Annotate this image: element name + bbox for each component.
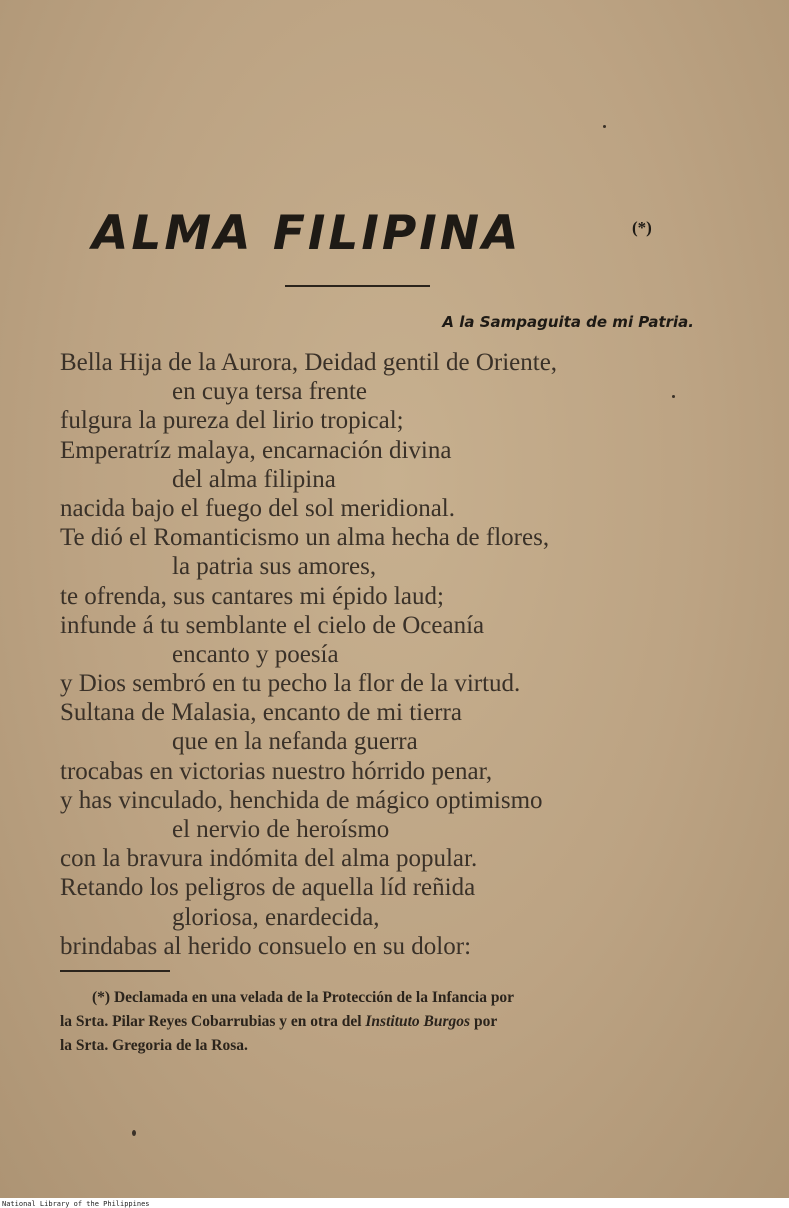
- paper-speck: [132, 1130, 136, 1136]
- paper-speck: [672, 395, 675, 398]
- title-footnote-marker: (*): [632, 218, 652, 237]
- poem-line: y Dios sembró en tu pecho la flor de la virtud.: [60, 670, 521, 698]
- poem-line: brindabas al herido consuelo en su dolor:: [60, 932, 472, 960]
- poem-line: con la bravura indómita del alma popular.: [60, 845, 478, 873]
- library-credit: National Library of the Philippines: [2, 1200, 150, 1208]
- poem-line: trocabas en victorias nuestro hórrido penar,: [60, 757, 493, 785]
- dedication: A la Sampaguita de mi Patria.: [442, 313, 694, 331]
- footnote-line: (*) Declamada en una velada de la Protección de la Infancia por: [92, 989, 515, 1006]
- poem-title: ALMA FILIPINA: [92, 206, 522, 261]
- poem-line: en cuya tersa frente: [172, 378, 368, 406]
- poem-line: Te dió el Romanticismo un alma hecha de flores,: [60, 524, 550, 552]
- footnote-text: la Srta. Pilar Reyes Cobarrubias y en otra del: [60, 1013, 366, 1030]
- poem-line: el nervio de heroísmo: [172, 816, 390, 843]
- poem-line: que en la nefanda guerra: [172, 728, 418, 756]
- poem-line: encanto y poesía: [172, 640, 339, 668]
- footnote-line: [60, 1010, 700, 1034]
- poem-line: Emperatríz malaya, encarnación divina: [60, 436, 452, 464]
- footnote-text: por: [470, 1013, 498, 1030]
- poem-line: Retando los peligros de aquella líd reñida: [60, 874, 476, 902]
- poem-line: fulgura la pureza del lirio tropical;: [60, 407, 404, 435]
- footnote-institution: Instituto Burgos: [365, 1013, 471, 1030]
- poem-line: Bella Hija de la Aurora, Deidad gentil de Oriente,: [60, 349, 558, 376]
- footnote-divider: [60, 970, 170, 972]
- poem-line: infunde á tu semblante el cielo de Oceanía: [60, 611, 485, 639]
- footnote: [60, 986, 700, 1058]
- poem-line: y has vinculado, henchida de mágico optimismo: [60, 786, 543, 814]
- poem-line: nacida bajo el fuego del sol meridional.: [60, 494, 456, 522]
- poem-line: gloriosa, enardecida,: [172, 903, 380, 931]
- poem-line: te ofrenda, sus cantares mi épido laud;: [60, 582, 444, 610]
- title-underline: [285, 285, 430, 287]
- paper-speck: [603, 125, 606, 128]
- poem-line: del alma filipina: [172, 465, 336, 493]
- poem-line: Sultana de Malasia, encanto de mi tierra: [60, 699, 462, 727]
- poem-body: [60, 348, 740, 961]
- poem-line: la patria sus amores,: [172, 553, 377, 581]
- footnote-line: la Srta. Gregoria de la Rosa.: [60, 1037, 248, 1054]
